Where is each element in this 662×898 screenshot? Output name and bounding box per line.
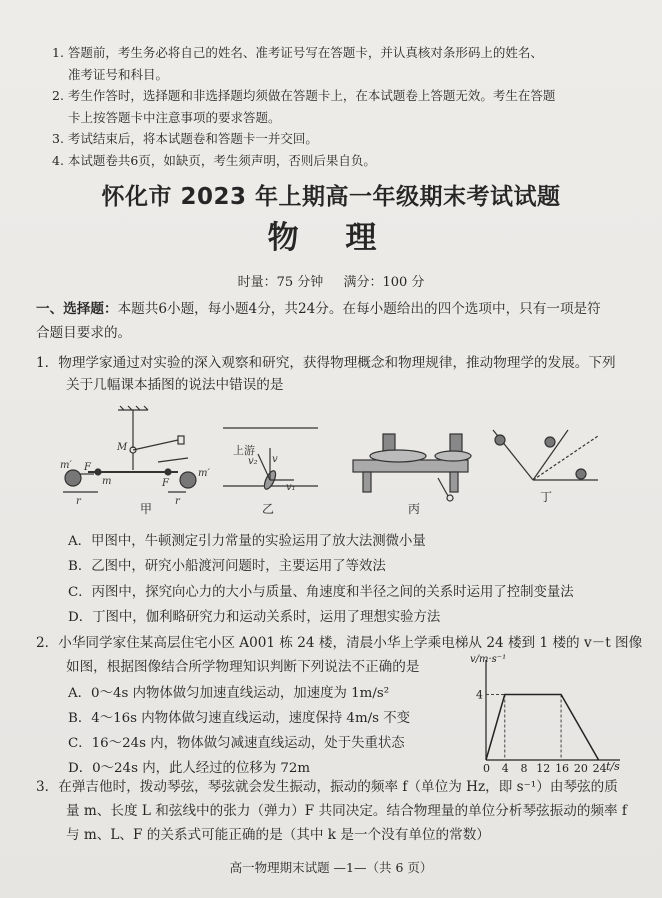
q1-stem-2: 关于几幅课本插图的说法中错误的是	[66, 377, 284, 393]
q3-line-3: 与 m、L、F 的关系式可能正确的是（其中 k 是一个没有单位的常数）	[66, 827, 490, 843]
q3-line-1: 3．在弹吉他时，拨动琴弦，琴弦就会发生振动，振动的频率 f（单位为 Hz，即 s⁻¹）由琴弦的质	[36, 779, 618, 795]
note-line: 4. 本试题卷共6页，如缺页，考生须声明，否则后果自负。	[52, 152, 376, 168]
x-tick-label: 12	[536, 762, 551, 775]
note-line: 1. 答题前，考生务必将自己的姓名、准考证号写在答题卡，并认真核对条形码上的姓名、	[52, 45, 543, 60]
figure-yi	[223, 428, 318, 491]
x-tick-label: 4	[501, 762, 509, 775]
q2-stem-2: 如图，根据图像结合所学物理知识判断下列说法不正确的是	[66, 659, 420, 675]
label-F2: F	[162, 478, 169, 489]
label-m3: m′	[198, 468, 210, 479]
label-upstream: 上游	[233, 444, 255, 457]
q2-option-a: A．0～4s 内物体做匀加速直线运动，加速度为 1m/s²	[68, 686, 390, 701]
figure-bing	[353, 434, 471, 501]
section-text: 本题共6小题，每小题4分，共24分。在每小题给出的四个选项中，只有一项是符	[117, 301, 601, 317]
q2-stem: 2．小华同学家住某高层住宅小区 A001 栋 24 楼，清晨小华上学乘电梯从 24 楼到 1 楼的 v－t 图像	[36, 635, 643, 651]
x-tick-label: 24	[592, 762, 607, 775]
note-line: 卡上按答题卡中注意事项的要求答题。	[68, 109, 281, 125]
q2-option-c: C．16～24s 内，物体做匀减速直线运动，处于失重状态	[68, 736, 405, 751]
note-line: 准考证号和科目。	[68, 66, 169, 82]
label-F1: F	[84, 462, 91, 473]
page-footer: 高一物理期末试题 —1—（共 6 页）	[229, 860, 433, 875]
velocity-series-line	[486, 695, 599, 760]
x-tick-label: 16	[555, 762, 570, 775]
x-tick-label: 8	[520, 762, 528, 775]
q1-option-c: C．丙图中，探究向心力的大小与质量、角速度和半径之间的关系时运用了控制变量法	[68, 585, 574, 600]
fig-label-ding: 丁	[540, 490, 553, 504]
x-tick-label: 0	[483, 762, 490, 775]
exam-title: 怀化市 2023 年上期高一年级期末考试试题	[101, 184, 561, 210]
time-limit: 时量：75 分钟	[237, 275, 324, 290]
label-m2: m	[102, 476, 112, 487]
label-v1: v₁	[286, 482, 296, 493]
x-tick-label: 20	[573, 762, 588, 775]
figure-jia	[63, 406, 196, 492]
fig-label-jia: 甲	[140, 502, 153, 516]
label-m1: m′	[60, 460, 72, 471]
exam-subject: 物 理	[267, 220, 395, 256]
note-line: 3. 考试结束后，将本试题卷和答题卡一并交回。	[52, 131, 318, 146]
exam-notes	[52, 42, 612, 171]
fig-label-yi: 乙	[262, 502, 275, 516]
note-line: 2. 考生作答时，选择题和非选择题均须做在答题卡上，在本试题卷上答题无效。考生在答题	[52, 88, 556, 103]
q1-stem: 1．物理学家通过对实验的深入观察和研究，获得物理概念和物理规律，推动物理学的发展。下列	[36, 355, 616, 371]
y-tick-label: 4	[476, 688, 483, 702]
q1-option-b: B．乙图中，研究小船渡河问题时，主要运用了等效法	[68, 559, 386, 574]
label-v: v	[272, 454, 278, 465]
section-heading	[36, 298, 636, 321]
x-axis-label: t/s	[606, 760, 620, 773]
label-r1: r	[76, 496, 81, 507]
q2-option-d: D．0～24s 内，此人经过的位移为 72m	[68, 761, 311, 776]
section-text-2: 合题目要求的。	[36, 325, 132, 341]
full-score: 满分：100 分	[343, 275, 425, 290]
exam-meta	[0, 271, 662, 290]
figure-ding	[493, 430, 598, 480]
q3-line-2: 量 m、长度 L 和弦线中的张力（弹力）F 共同决定。结合物理量的单位分析琴弦振动的频率 f	[66, 803, 627, 819]
q2-option-b: B．4～16s 内物体做匀速直线运动，速度保持 4m/s 不变	[68, 711, 411, 726]
section-label: 一、选择题：	[36, 301, 118, 317]
q1-option-a: A．甲图中，牛顿测定引力常量的实验运用了放大法测微小量	[68, 534, 426, 549]
fig-label-bing: 丙	[408, 502, 421, 516]
vt-chart	[460, 652, 636, 776]
label-r2: r	[175, 496, 180, 507]
label-M: M	[117, 442, 128, 453]
y-axis-label: v/m·s⁻¹	[470, 654, 507, 665]
label-v2: v₂	[248, 456, 258, 467]
q1-option-d: D．丁图中，伽利略研究力和运动关系时，运用了理想实验方法	[68, 610, 441, 625]
